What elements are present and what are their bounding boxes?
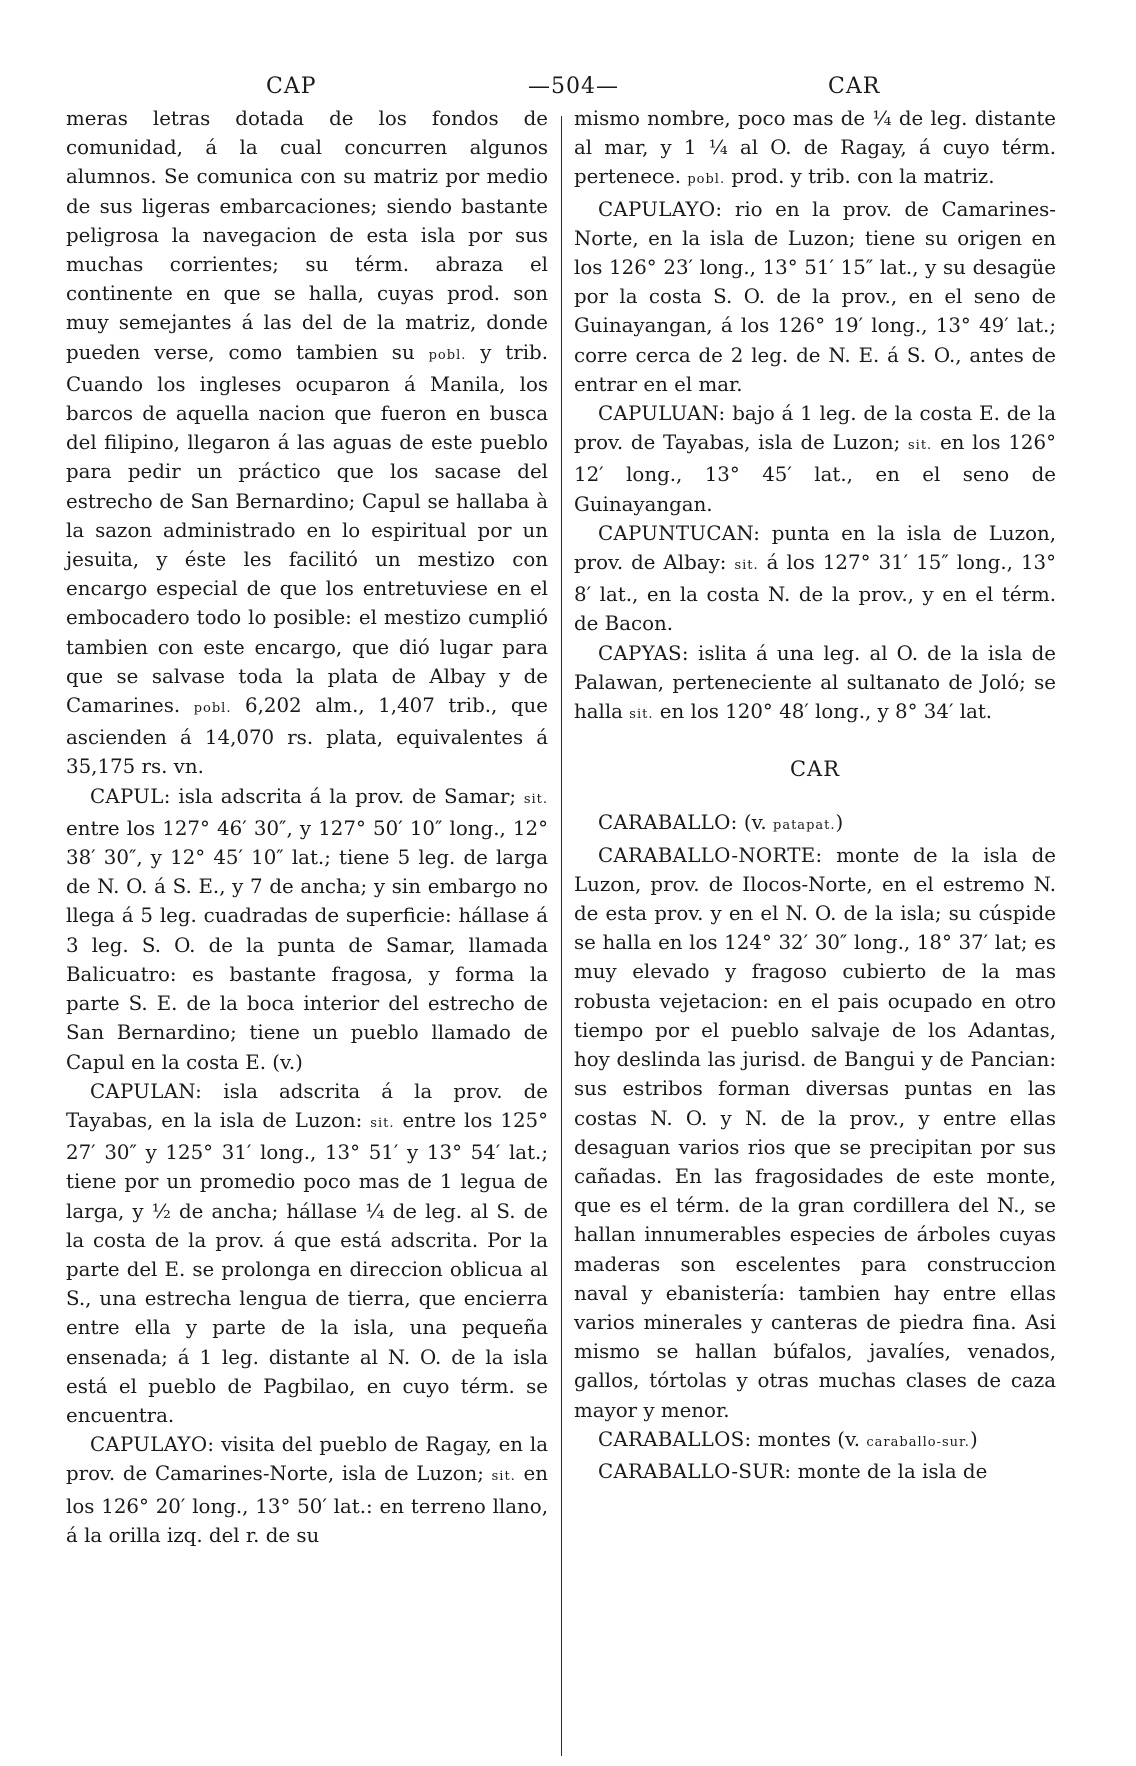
text-run: islita á una leg. al O. de la isla de Palawan, perteneciente al sultanato de Joló; se halla <box>574 641 1057 724</box>
abbr-sit: sit. <box>370 1115 395 1131</box>
text-run: isla adscrita á la prov. de Samar; <box>178 784 517 808</box>
header-right-guide-word: CAR <box>828 74 881 99</box>
entry-capul <box>66 782 548 1077</box>
page <box>66 60 1066 1750</box>
text-run: prod. y trib. con la matriz. <box>731 165 995 189</box>
entry-headword: CAPULAYO: <box>90 1433 215 1457</box>
text-run: en los 126° 12′ long., 13° 45′ lat., en el seno de Guinayangan. <box>574 431 1056 516</box>
entry-caraballos <box>574 1425 1056 1457</box>
text-run: y trib. Cuando los ingleses ocuparon á Manila, los barcos de aquella nacion que fueron en busca del filipino, llegaron á las aguas de este pueblo para pedir un práctico que los sacase del estrecho de San Bernardino; Capul se hallaba à la sazon administrado en lo espiritual por un jesuita, y éste les facilitó un mestizo con encargo especial de que los entretuviese en el embocadero todo lo posible: el mestizo cumplió tambien con este encargo, que dió lugar para que se salvase toda la plata de Albay y de Camarines. <box>66 340 548 718</box>
right-column <box>574 104 1056 1486</box>
header-left-guide-word: CAP <box>266 74 317 99</box>
text-run: ) <box>969 1427 978 1451</box>
abbr-pobl: pobl. <box>428 347 467 363</box>
text-run: mismo nombre, poco mas de ¼ de leg. distante al mar, y 1 ¼ al O. de Ragay, á cuyo térm. pertenece. <box>574 107 1056 189</box>
section-heading: CAR <box>789 757 841 782</box>
text-run: montes (v. <box>757 1427 861 1451</box>
entry-caraballo-norte <box>574 841 1056 1425</box>
text-run: isla adscrita á la prov. de Tayabas, en la isla de Luzon: <box>66 1079 548 1132</box>
page-header <box>66 66 1066 106</box>
column-divider <box>561 116 562 1756</box>
abbr-sit: sit. <box>734 558 759 574</box>
entry-capulan <box>66 1077 548 1430</box>
page-number: —504— <box>528 74 619 99</box>
abbr-pobl: pobl. <box>687 172 726 188</box>
abbr-sit: sit. <box>629 707 654 723</box>
text-run: (v. <box>743 811 767 835</box>
text-run: rio en la prov. de Camarines-Norte, en la isla de Luzon; tiene su origen en los 126° 23′ long., 13° 51′ 15″ lat., y su desagüe por la costa S. O. de la prov., en el seno de Guinayangan, á los 126° 19′ long., 13° 49′ lat.; corre cerca de 2 leg. de N. E. á S. O., antes de entrar en el mar. <box>574 197 1056 396</box>
entry-headword: CAPUL: <box>90 784 171 808</box>
entry-capulayo-rio <box>574 195 1056 399</box>
entry-capulayo-continuation <box>574 104 1056 195</box>
entry-headword: CARABALLO-NORTE: <box>598 843 823 867</box>
entry-headword: CARABALLO: <box>598 811 738 835</box>
cross-reference: patapat. <box>773 818 836 834</box>
text-run: entre los 125° 27′ 30″ y 125° 31′ long., 13° 51′ y 13° 54′ lat.; tiene por un promedio poco mas de 1 legua de larga, y ½ de ancha; hállase ¼ de leg. al S. de la costa de la prov. á que está adscrita. Por la parte del E. se prolonga en direccion oblicua al S., una estrecha lengua de tierra, que encierra entre ella y parte de la isla, una pequeña ensenada; á 1 leg. distante al N. O. de la isla está el pueblo de Pagbilao, en cuyo térm. se encuentra. <box>66 1108 549 1427</box>
text-run: 6,202 alm., 1,407 trib., que ascienden á 14,070 rs. plata, equivalentes á 35,175 rs. vn. <box>66 694 548 779</box>
left-column <box>66 104 548 1550</box>
abbr-pobl: pobl. <box>193 701 232 717</box>
cross-reference: caraballo-sur. <box>866 1434 970 1450</box>
entry-headword: CAPULAN: <box>90 1079 203 1103</box>
text-run: monte de la isla de Luzon, prov. de Ilocos-Norte, en el estremo N. de esta prov. y en el N. O. de la isla; su cúspide se halla en los 124° 32′ 30″ long., 18° 37′ lat; es muy elevado y fragoso cubierto de la mas robusta vejetacion: en el pais ocupado en otro tiempo por el pueblo salvaje de los Adantas, hoy deslinda las jurisd. de Bangui y de Pancian: sus estribos forman diversas puntas en las costas N. O. y N. de la prov., y entre ellas desaguan varios rios que se precipitan por sus cañadas. En las fragosidades de este monte, que es el térm. de la gran cordillera del N., se hallan innumerables especies de árboles cuyas maderas son escelentes para construccion naval y ebanistería: tambien hay entre ellas varios minerales y canteras de piedra fina. Asi mismo se hallan búfalos, javalíes, venados, gallos, tórtolas y otras muchas clases de caza mayor y menor. <box>574 843 1056 1422</box>
entry-caraballo-sur <box>574 1457 1056 1486</box>
text-run: bajo á 1 leg. de la costa E. de la prov. de Tayabas, isla de Luzon; <box>574 402 1056 455</box>
abbr-sit: sit. <box>491 1469 516 1485</box>
text-run: visita del pueblo de Ragay, en la prov. de Camarines-Norte, isla de Luzon; <box>66 1433 548 1486</box>
text-run: á los 127° 31′ 15″ long., 13° 8′ lat., en la costa N. de la prov., y en el térm. de Bacon. <box>574 551 1057 636</box>
entry-capyas <box>574 639 1056 730</box>
abbr-sit: sit. <box>908 438 933 454</box>
entry-headword: CAPUNTUCAN: <box>598 521 761 545</box>
entry-headword: CARABALLO-SUR: <box>598 1459 792 1483</box>
text-run: en los 120° 48′ long., y 8° 34′ lat. <box>659 700 993 724</box>
entry-caraballo <box>574 808 1056 840</box>
entry-headword: CAPYAS: <box>598 641 689 665</box>
text-run: en los 126° 20′ long., 13° 50′ lat.: en terreno llano, á la orilla izq. del r. de su <box>66 1462 548 1547</box>
text-run: monte de la isla de <box>797 1459 988 1483</box>
entry-capulayo-visita <box>66 1430 548 1550</box>
entry-headword: CAPULUAN: <box>598 402 726 426</box>
entry-headword: CARABALLOS: <box>598 1427 752 1451</box>
entry-capuntucan <box>574 519 1056 639</box>
abbr-sit: sit. <box>523 791 549 807</box>
entry-capuluan <box>574 399 1056 519</box>
entry-headword: CAPULAYO: <box>598 197 723 221</box>
entry-capul-continuation <box>66 104 548 782</box>
text-run: meras letras dotada de los fondos de comunidad, á la cual concurren algunos alumnos. Se comunica con su matriz por medio de sus ligeras embarcaciones; siendo bastante peligrosa la navegacion de esta isla por sus muchas corrientes; su térm. abraza el continente en que se halla, cuyas prod. son muy semejantes á las del de la matriz, donde pueden verse, como tambien su <box>66 107 548 364</box>
text-run: punta en la isla de Luzon, prov. de Albay: <box>574 521 1057 575</box>
text-run: entre los 127° 46′ 30″, y 127° 50′ 10″ long., 12° 38′ 30″, y 12° 45′ 10″ lat.; tiene 5 leg. de larga de N. O. á S. E., y 7 de ancha; y sin embargo no llega á 5 leg. cuadradas de superficie: hállase á 3 leg. S. O. de la punta de Samar, llamada Balicuatro: es bastante fragosa, y forma la parte S. E. de la boca interior del estrecho de San Bernardino; tiene un pueblo llamado de Capul en la costa E. (v.) <box>66 816 548 1074</box>
text-run: ) <box>835 811 844 835</box>
